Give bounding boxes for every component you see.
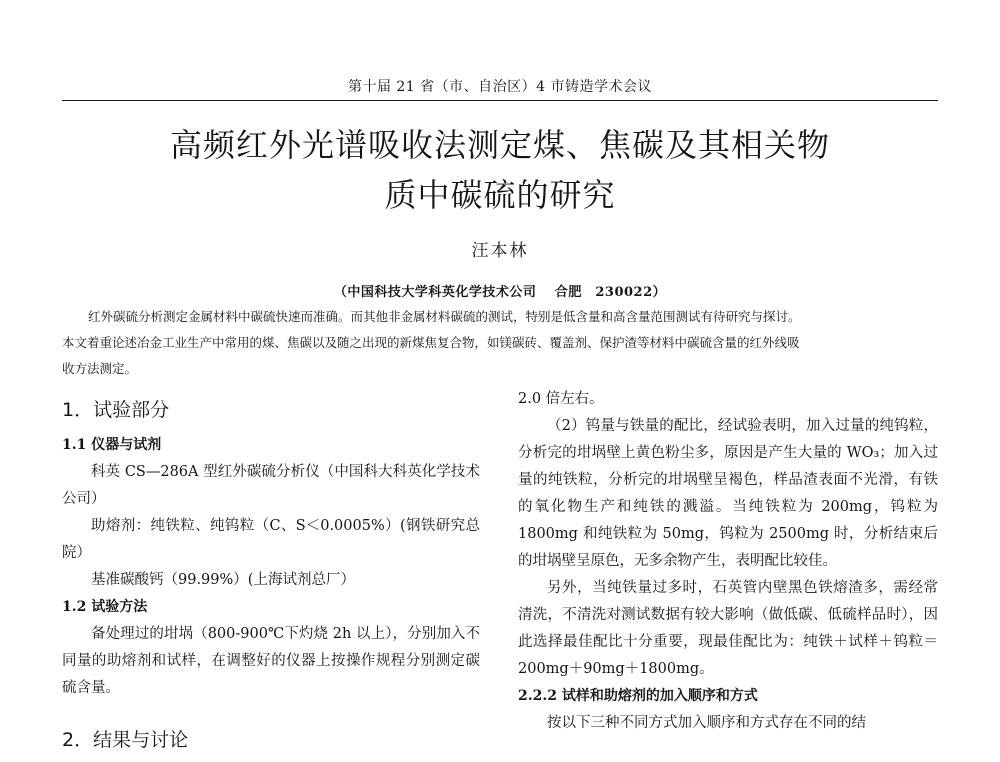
affiliation: （中国科技大学科英化学技术公司 合肥 230022） (333, 285, 667, 300)
instrument-paragraph: 科英 CS—286A 型红外碳硫分析仪（中国科大科英化学技术公司） (62, 464, 480, 507)
subsection-1-1-heading: 1.1 仪器与试剂 (62, 437, 162, 453)
abstract-line-1 (62, 304, 938, 330)
abstract-line-1-text: 红外碳硫分析测定金属材料中碳硫快速而准确。而其他非金属材料碳硫的测试，特别是低含量和高含量范围测试有待研究与探讨。 (88, 309, 801, 324)
abstract-line-2: 本文着重论述冶金工业生产中常用的煤、焦碳以及随之出现的新煤焦复合物，如镁碳砖、覆盖剂、保护渣等材料中碳硫含量的红外线吸 (62, 335, 800, 350)
right-column (518, 386, 938, 737)
left-column (62, 386, 480, 762)
subsection-2-2-2-heading: 2.2.2 试样和助熔剂的加入顺序和方式 (518, 688, 758, 704)
paper-title-line-1: 高频红外光谱吸收法测定煤、焦碳及其相关物 (169, 126, 830, 164)
paper-title-line-2: 质中碳硫的研究 (384, 176, 616, 214)
running-head: 第十届 21 省（市、自治区）4 市铸造学术会议 (347, 79, 653, 95)
section-2-heading: 2．结果与讨论 (62, 729, 189, 751)
iron-excess-paragraph: 另外，当纯铁量过多时，石英管内壁黑色铁熔渣多，需经常清洗，不清洗对测试数据有较大影响（做低碳、低硫样品时），因此选择最佳配比十分重要，现最佳配比为：纯铁＋试样＋钨粒＝200mg＋90mg＋1800mg。 (518, 580, 938, 677)
author-name: 汪本林 (471, 241, 529, 261)
section-1-heading: 1．试验部分 (62, 399, 170, 421)
order-paragraph: 按以下三种不同方式加入顺序和方式存在不同的结 (547, 715, 866, 731)
subsection-1-2-heading: 1.2 试验方法 (62, 599, 148, 615)
abstract (62, 304, 938, 382)
abstract-line-3: 收方法测定。 (62, 361, 138, 376)
continued-line: 2.0 倍左右。 (518, 391, 604, 407)
standard-paragraph: 基准碳酸钙（99.99%）(上海试剂总厂） (91, 572, 355, 588)
ratio-paragraph: （2）钨量与铁量的配比，经试验表明，加入过量的纯钨粒，分析完的坩埚壁上黄色粉尘多，原因是产生大量的 WO₃；加入过量的纯铁粒，分析完的坩埚壁呈褐色，样品渣表面不光滑，有铁的氧化物生产和纯铁的溅溢。当纯铁粒为 200mg，钨粒为 1800mg 和纯铁粒为 50mg，钨粒为 2500mg 时，分析结束后的坩埚壁呈原色，无多余物产生，表明配比较佳。 (518, 418, 938, 569)
spacer (62, 702, 480, 716)
flux-paragraph: 助熔剂：纯铁粒、纯钨粒（C、S＜0.0005%）(钢铁研究总院） (62, 518, 480, 561)
method-paragraph: 备处理过的坩埚（800-900℃下灼烧 2h 以上），分别加入不同量的助熔剂和试样，在调整好的仪器上按操作规程分别测定碳硫含量。 (62, 626, 480, 696)
header-rule (62, 100, 938, 101)
